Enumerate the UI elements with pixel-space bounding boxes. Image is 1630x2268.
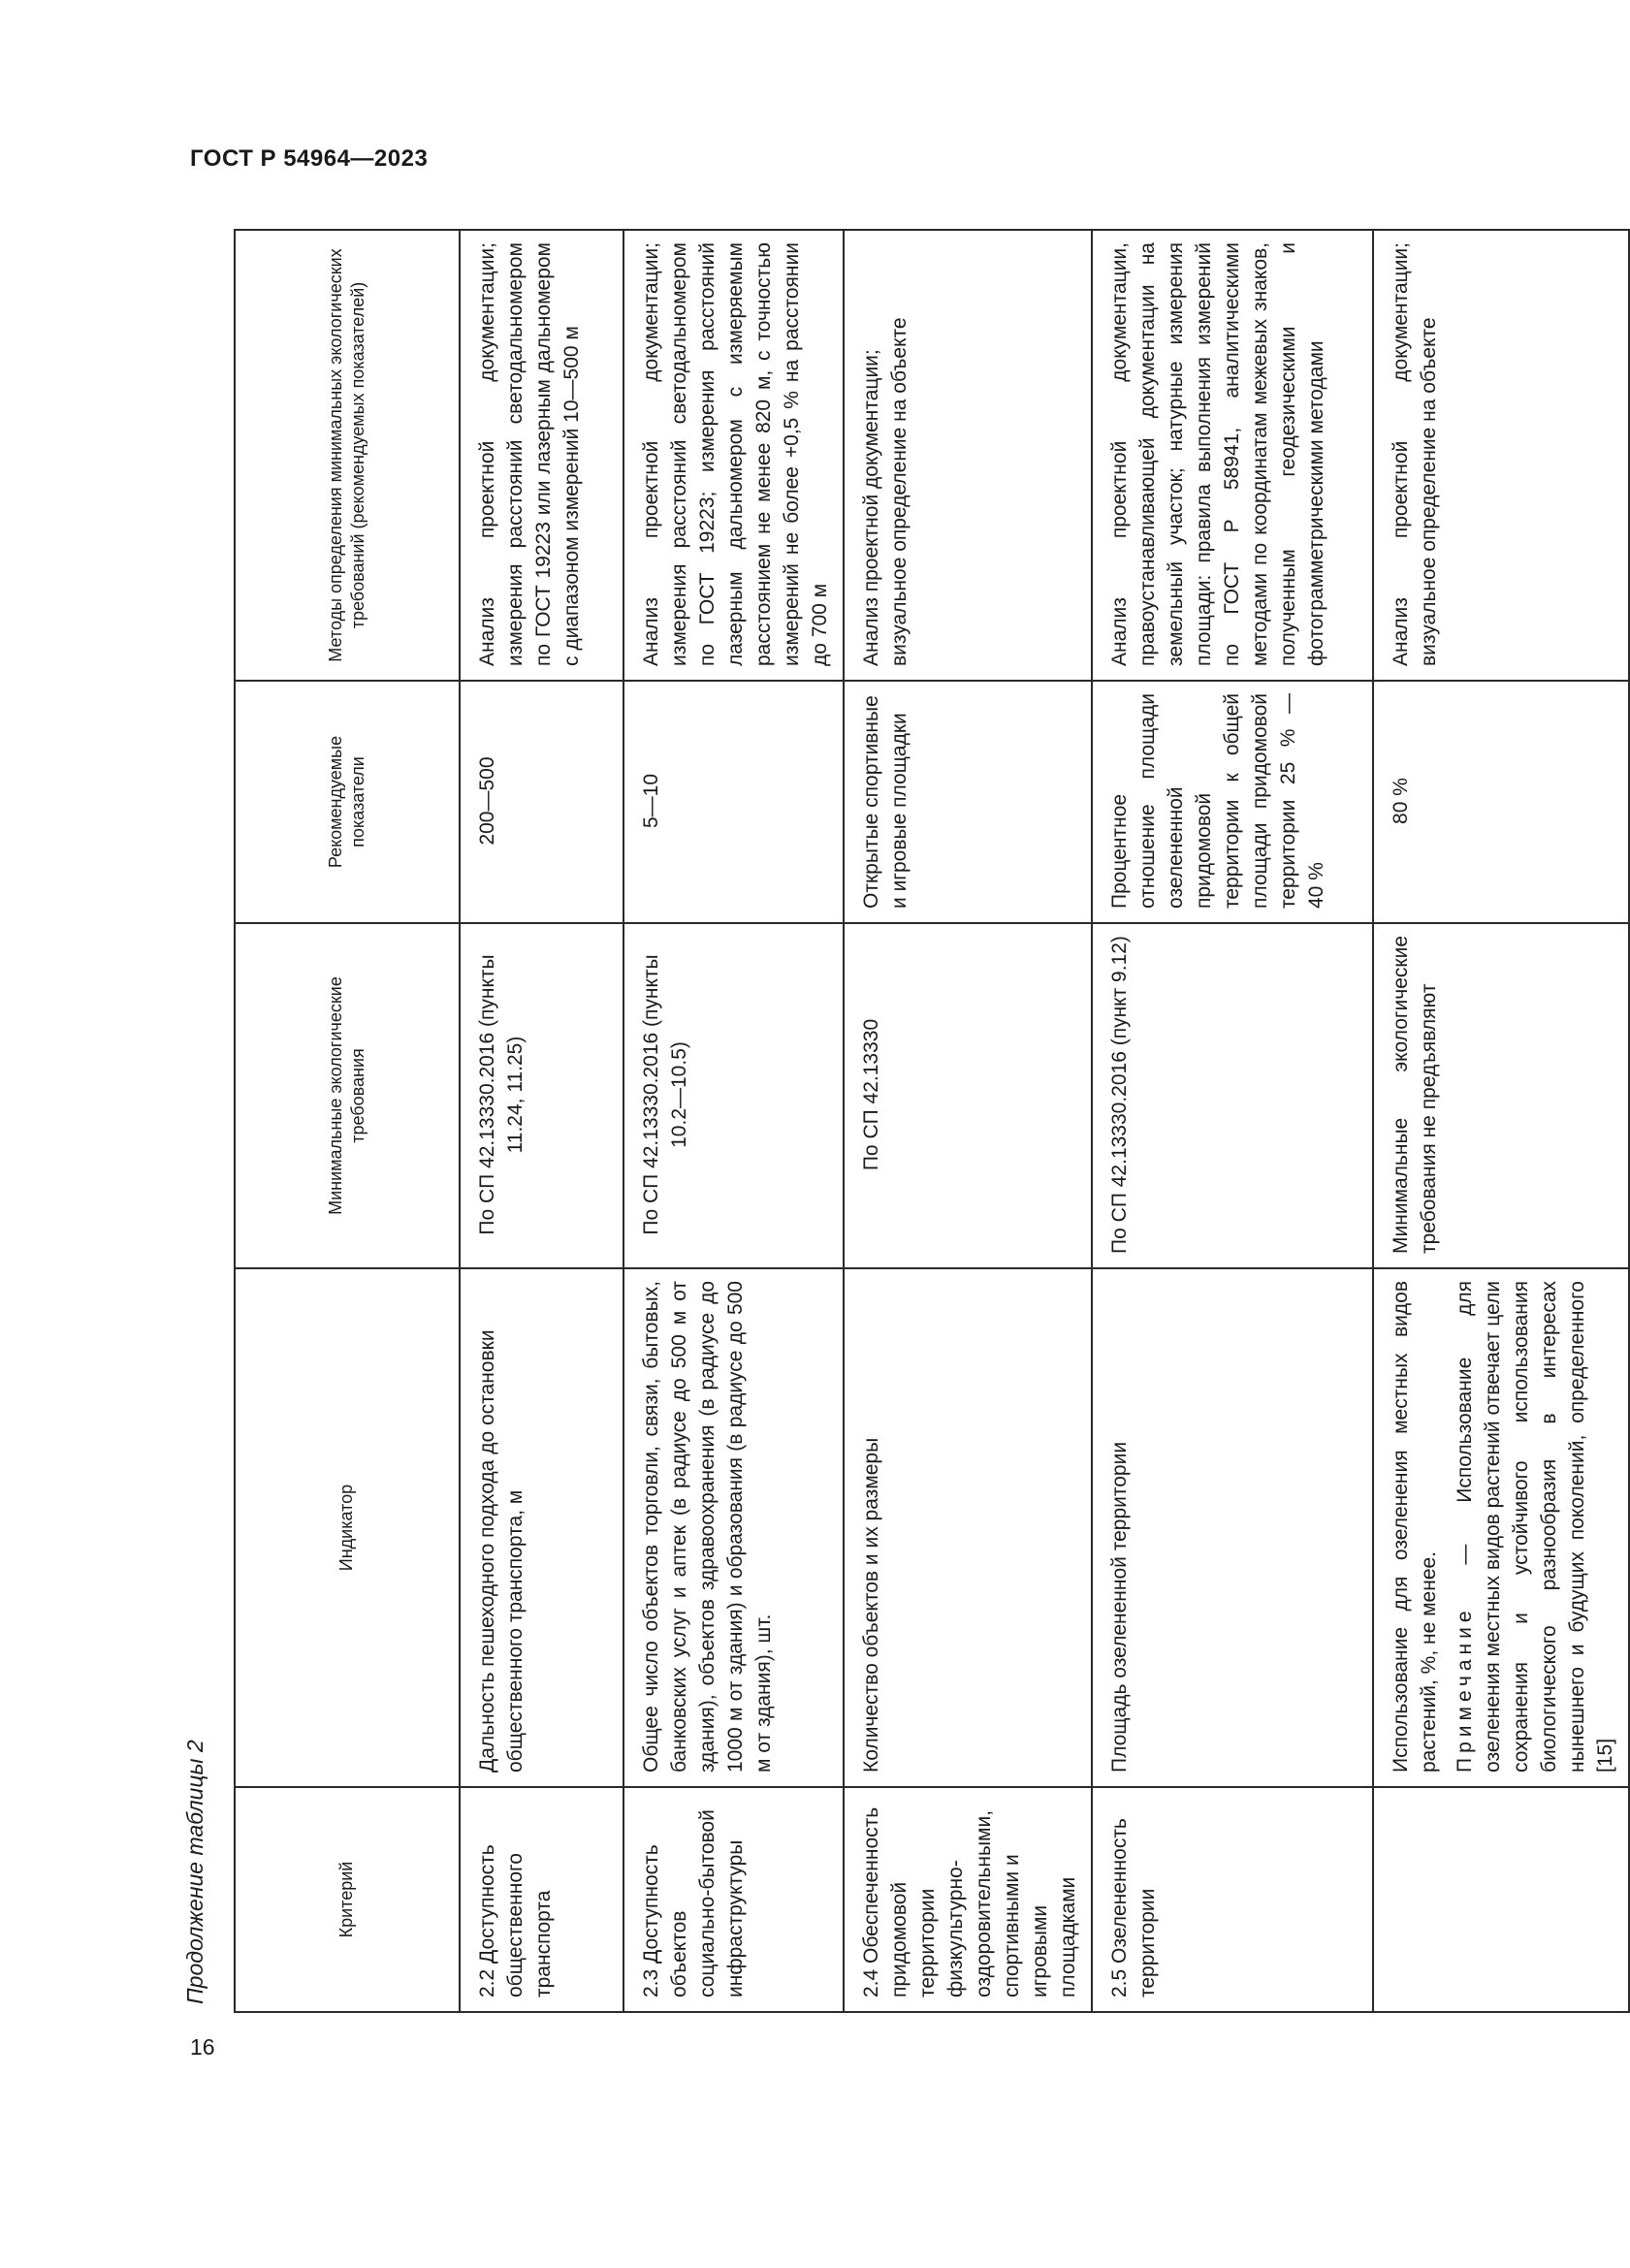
criterion-cell: 2.2 Доступность общественного транспорта	[460, 1787, 623, 2012]
requirements-table	[234, 229, 1630, 2013]
method-cell: Анализ проектной документации; измерения расстояний светодальномером по ГОСТ 19223 или лазерным дальномером с диапазоном измерений 10—500 м	[460, 230, 623, 681]
recommended-cell: Открытые спортивные и игровые площадки	[844, 681, 1092, 923]
indicator-note	[1452, 1281, 1620, 1773]
table-row	[623, 230, 844, 2012]
method-cell: Анализ проектной документации; визуальное определение на объекте	[844, 230, 1092, 681]
table-row	[1373, 230, 1629, 2012]
table-row	[460, 230, 623, 2012]
column-header-methods: Методы определения минимальных экологических требований (рекомендуемых показателей)	[235, 230, 460, 681]
table-row	[1092, 230, 1373, 2012]
table-header-row	[235, 230, 460, 2012]
column-header-criterion: Критерий	[235, 1787, 460, 2012]
indicator-cell: Дальность пешеходного подхода до остановки общественного транспорта, м	[460, 1268, 623, 1787]
criterion-cell: 2.4 Обеспеченность придомовой территории физкультурно-оздоровительными, спортивными и игровыми площадками	[844, 1787, 1092, 2012]
min-requirement-cell: Минимальные экологические требования не предъявляют	[1373, 923, 1629, 1268]
indicator-cell: Количество объектов и их размеры	[844, 1268, 1092, 1787]
method-cell: Анализ проектной документации; измерения расстояний светодальномером по ГОСТ 19223; измерения расстояний лазерным дальномером с измеряемым расстоянием не менее 820 м, с точностью измерений не более +0,5 % на расстоянии до 700 м	[623, 230, 844, 681]
criterion-cell: 2.5 Озелененность территории	[1092, 1787, 1373, 2012]
recommended-cell: 80 %	[1373, 681, 1629, 923]
note-label: Примечание	[1453, 1606, 1476, 1773]
table-row	[844, 230, 1092, 2012]
page-number: 16	[190, 2034, 215, 2060]
method-cell: Анализ проектной документации; визуальное определение на объекте	[1373, 230, 1629, 681]
min-requirement-cell: По СП 42.13330	[844, 923, 1092, 1268]
min-requirement-cell: По СП 42.13330.2016 (пункт 9.12)	[1092, 923, 1373, 1268]
method-cell: Анализ проектной документации, правоустанавливающей документации на земельный участок; натурные измерения площади: правила выполнения измерений по ГОСТ Р 58941, аналитическими методами по координатам межевых знаков, полученным геодезическими и фотограмметрическими методами	[1092, 230, 1373, 681]
indicator-text: Использование для озеленения местных видов растений, %, не менее.	[1389, 1281, 1440, 1773]
rotated-table-container	[234, 231, 1616, 2013]
min-requirement-cell: По СП 42.13330.2016 (пункты 10.2—10.5)	[623, 923, 844, 1268]
indicator-cell: Общее число объектов торговли, связи, бытовых, банковских услуг и аптек (в радиусе до 500 м от здания), объектов здравоохранения (в радиусе до 1000 м от здания) и образования (в радиусе до 500 м от здания), шт.	[623, 1268, 844, 1787]
column-header-recommended: Рекомендуемые показатели	[235, 681, 460, 923]
criterion-cell: 2.3 Доступность объектов социально-бытовой инфраструктуры	[623, 1787, 844, 2012]
note-text: — Использование для озеленения местных видов растений отвечает цели сохранения и устойчивого использования биологического разнообразия в интересах нынешнего и будущих поколений, определенного [15]	[1453, 1281, 1616, 1773]
recommended-cell: 200—500	[460, 681, 623, 923]
recommended-cell: 5—10	[623, 681, 844, 923]
criterion-cell	[1373, 1787, 1629, 2012]
document-id: ГОСТ Р 54964—2023	[190, 145, 429, 172]
table-continuation-label: Продолжение таблицы 2	[182, 1740, 208, 2004]
min-requirement-cell: По СП 42.13330.2016 (пункты 11.24, 11.25)	[460, 923, 623, 1268]
column-header-min-requirements: Минимальные экологические требования	[235, 923, 460, 1268]
column-header-indicator: Индикатор	[235, 1268, 460, 1787]
recommended-cell: Процентное отношение площади озелененной придомовой территории к общей площади придомовой территории 25 % — 40 %	[1092, 681, 1373, 923]
indicator-cell: Площадь озелененной территории	[1092, 1268, 1373, 1787]
indicator-cell	[1373, 1268, 1629, 1787]
